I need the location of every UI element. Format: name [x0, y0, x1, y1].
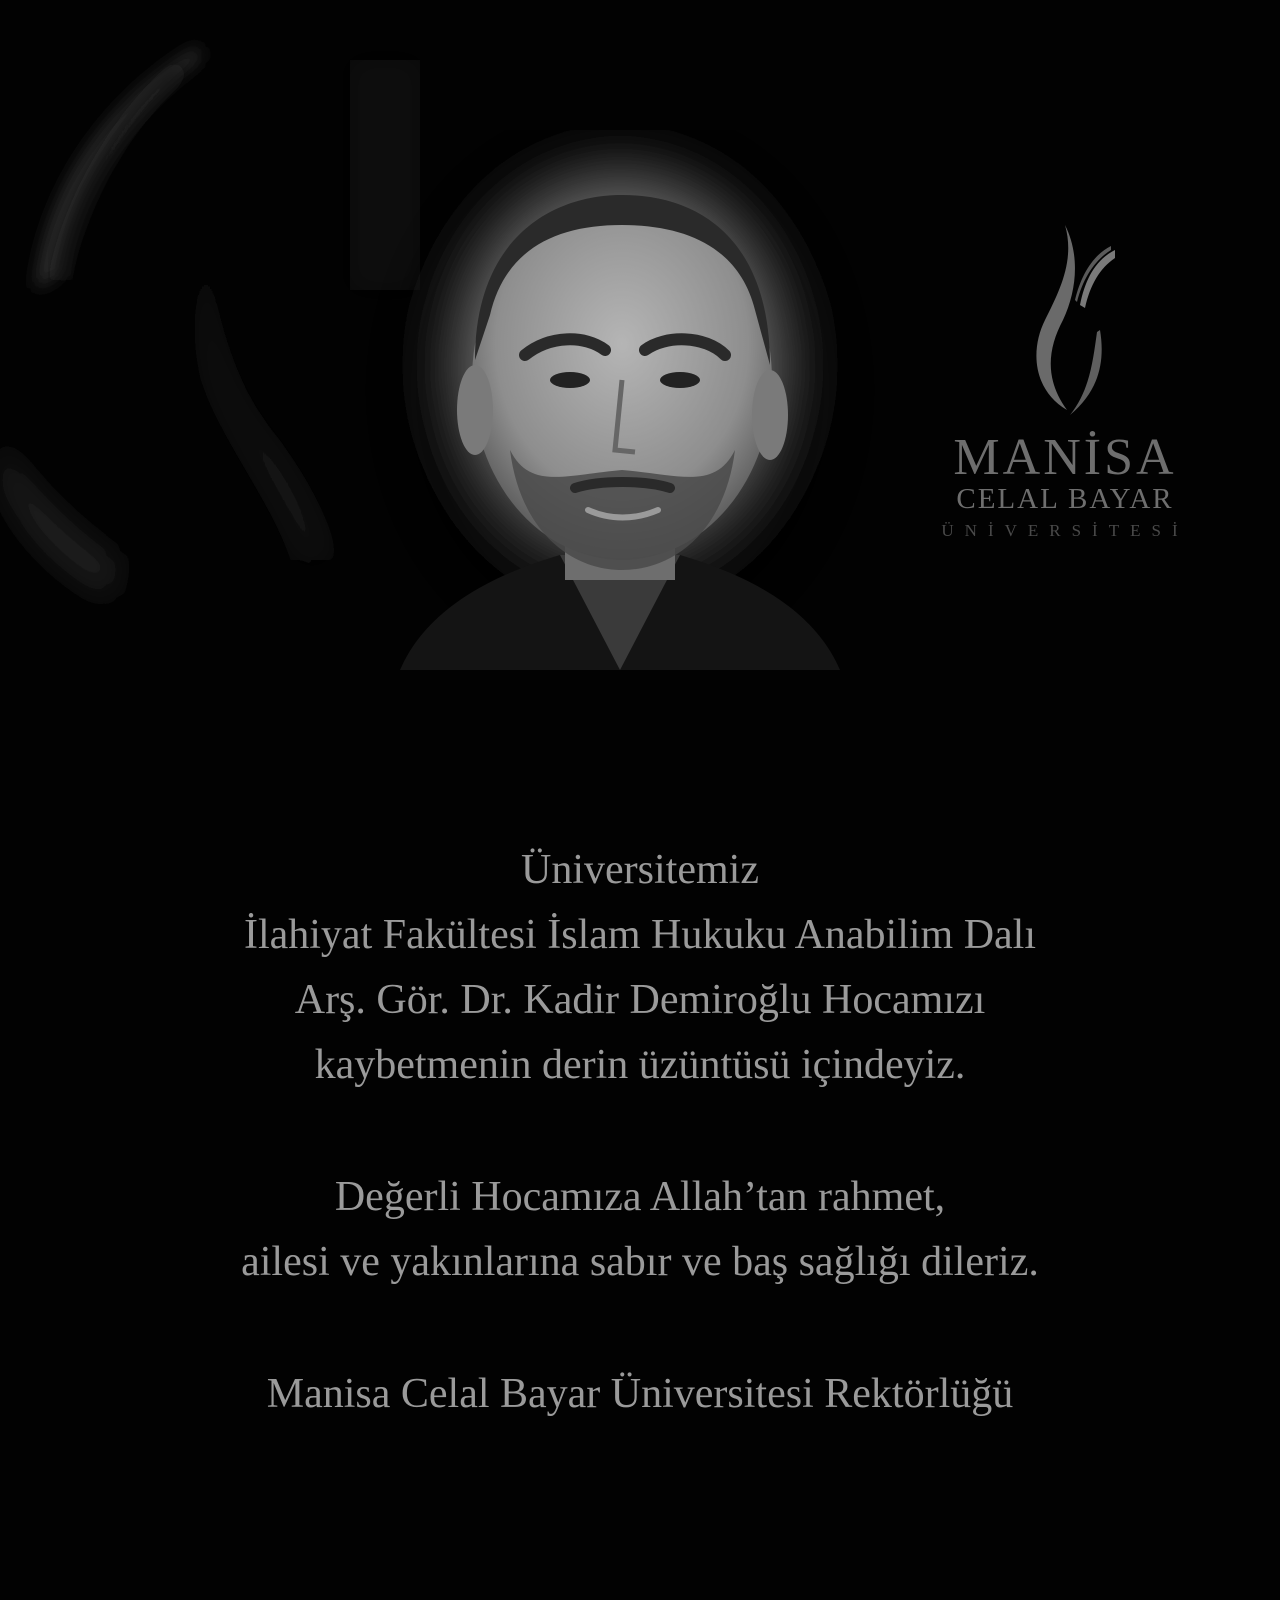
tulip-flame-icon [1005, 220, 1125, 420]
message-line: İlahiyat Fakültesi İslam Hukuku Anabilim Dalı [243, 912, 1037, 958]
message-line: kaybetmenin derin üzüntüsü içindeyiz. [314, 1042, 966, 1088]
logo-line-universitesi: ÜNİVERSİTESİ [941, 521, 1189, 540]
message-line: Değerli Hocamıza Allah’tan rahmet, [334, 1174, 946, 1220]
logo-line-manisa: MANİSA [953, 429, 1177, 486]
portrait-photo [360, 130, 880, 670]
logo-line-celal-bayar: CELAL BAYAR [956, 483, 1174, 515]
signature: Manisa Celal Bayar Üniversitesi Rektörlüğü [266, 1371, 1014, 1417]
message-line: ailesi ve yakınlarına sabır ve baş sağlığı dileriz. [241, 1239, 1039, 1285]
message-line: Üniversitemiz [521, 847, 759, 893]
message-line: Arş. Gör. Dr. Kadir Demiroğlu Hocamızı [294, 977, 986, 1023]
university-logo [930, 220, 1200, 560]
